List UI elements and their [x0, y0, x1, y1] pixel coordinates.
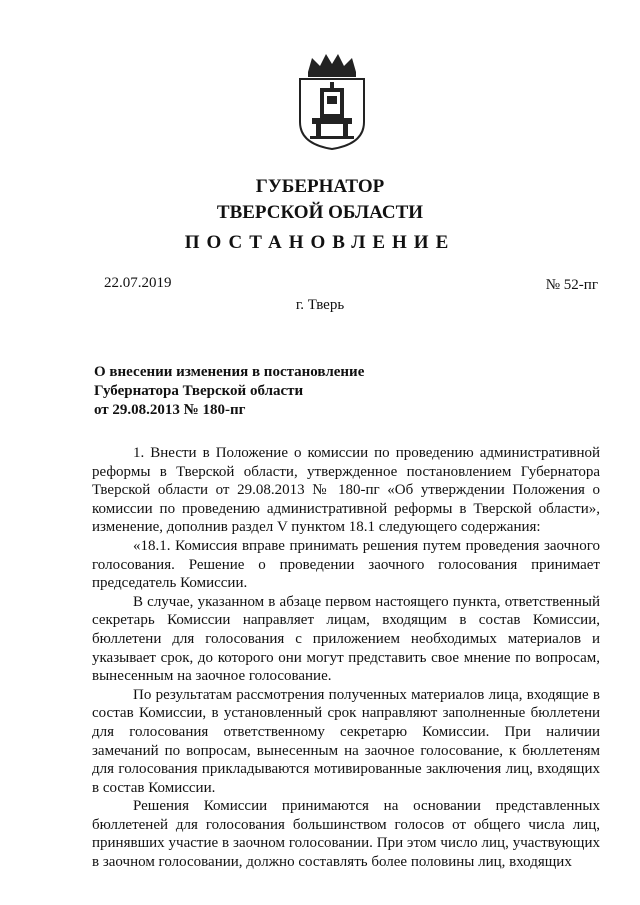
document-date: 22.07.2019 — [104, 275, 172, 291]
body-paragraph-5: Решения Комиссии принимаются на основании представленных бюллетеней для голосования большинством голосов от общего числа лиц, принявших участие в заочном голосовании. При этом число лиц, участвующих в заочном голосовании, должно составлять более половины лиц, входящих — [92, 798, 600, 871]
tver-coat-of-arms-icon — [296, 52, 368, 150]
document-title — [94, 363, 364, 420]
document-number: № 52-пг — [545, 277, 598, 293]
title-line1: О внесении изменения в постановление — [94, 364, 365, 380]
title-line3: от 29.08.2013 № 180-пг — [94, 402, 246, 418]
authority-name-line1: ГУБЕРНАТОР — [255, 176, 385, 197]
document-type: ПОСТАНОВЛЕНИЕ — [184, 232, 456, 253]
body-paragraph-2: «18.1. Комиссия вправе принимать решения путем проведения заочного голосования. Решение о проведении заочного голосования принимает председатель Комиссии. — [92, 537, 600, 592]
body-paragraph-4: По результатам рассмотрения полученных материалов лица, входящие в состав Комиссии, в установленный срок направляют заполненные бюллетени для голосования ответственному секретарю Комиссии. При наличии замечаний по вопросам, вынесенным на заочное голосование, к бюллетеням для голосования прикладываются мотивированные заключения лиц, входящих в состав Комиссии. — [92, 686, 600, 796]
body-paragraph-3: В случае, указанном в абзаце первом настоящего пункта, ответственный секретарь Комиссии направляет лицам, входящим в состав Комиссии, бюллетени для голосования с приложением необходимых материалов и указывает срок, до которого они могут представить свое мнение по вопросам, вынесенным на заочное голосование. — [92, 593, 600, 685]
title-line2: Губернатора Тверской области — [94, 383, 304, 399]
body-paragraph-1: 1. Внести в Положение о комиссии по проведению административной реформы в Тверской области, утвержденное постановлением Губернатора Тверской области от 29.08.2013 № 180-пг «Об утверждении Положения о комиссии по проведению административной реформы в Тверской области», изменение, дополнив раздел V пунктом 18.1 следующего содержания: — [92, 445, 600, 536]
document-city: г. Тверь — [295, 297, 345, 313]
authority-name-line2: ТВЕРСКОЙ ОБЛАСТИ — [216, 202, 424, 223]
document-body — [92, 444, 600, 872]
